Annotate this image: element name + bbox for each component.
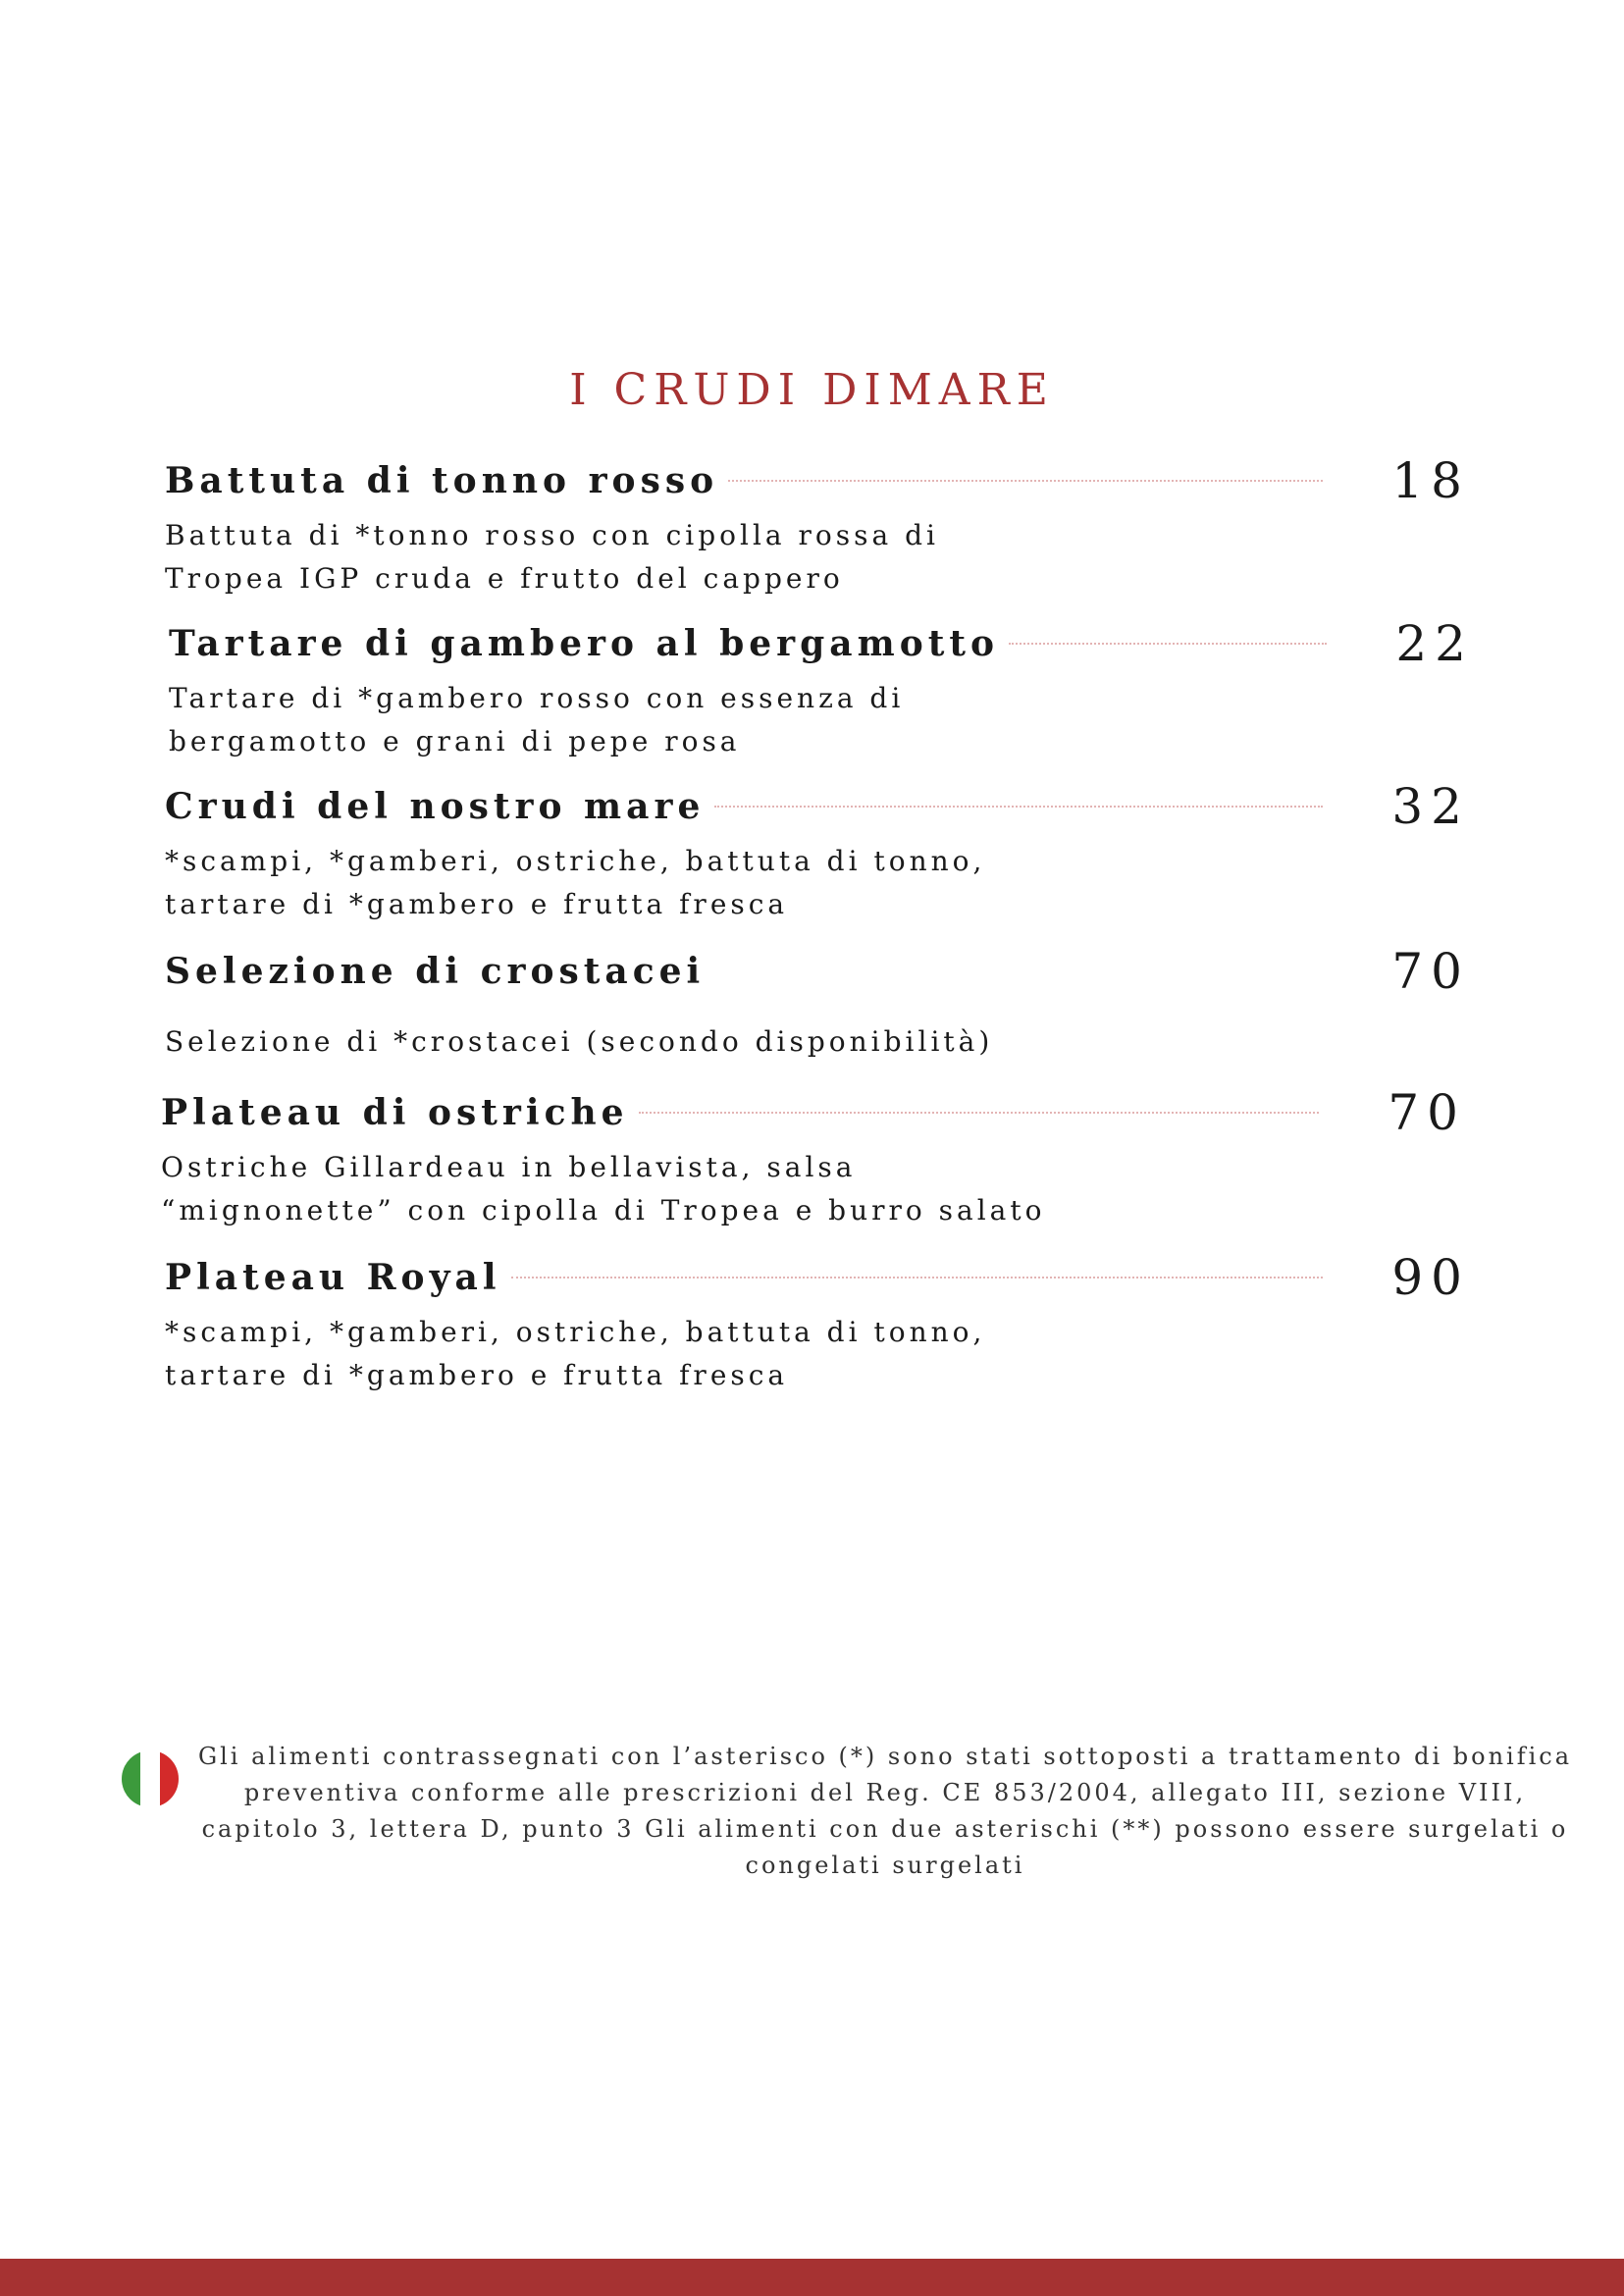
item-description: Ostriche Gillardeau in bellavista, salsa “mignonette” con cipolla di Tropea e burro salato bbox=[161, 1151, 1046, 1226]
item-name: Crudi del nostro mare bbox=[165, 786, 706, 827]
page-title: I CRUDI DIMARE bbox=[569, 365, 1055, 415]
item-price: 70 bbox=[1391, 943, 1470, 1000]
menu-item bbox=[165, 779, 1470, 926]
item-name: Battuta di tonno rosso bbox=[165, 460, 719, 501]
bottom-accent-bar bbox=[0, 2259, 1624, 2296]
italian-flag-icon bbox=[122, 1750, 179, 1807]
dotted-leader bbox=[1009, 643, 1327, 645]
item-description: *scampi, *gamberi, ostriche, battuta di tonno, tartare di *gambero e frutta fresca bbox=[165, 1316, 986, 1391]
menu-item bbox=[169, 616, 1474, 763]
item-price: 18 bbox=[1391, 452, 1470, 509]
item-price: 32 bbox=[1391, 778, 1470, 835]
dotted-leader bbox=[639, 1112, 1319, 1114]
item-description: *scampi, *gamberi, ostriche, battuta di tonno, tartare di *gambero e frutta fresca bbox=[165, 845, 986, 920]
item-description: Tartare di *gambero rosso con essenza di bergamotto e grani di pepe rosa bbox=[169, 682, 905, 757]
item-price: 70 bbox=[1388, 1084, 1466, 1141]
item-description: Battuta di *tonno rosso con cipolla rossa di Tropea IGP cruda e frutto del cappero bbox=[165, 519, 939, 595]
allergen-note bbox=[122, 1739, 1574, 1884]
dotted-leader bbox=[511, 1277, 1324, 1278]
dotted-leader bbox=[728, 480, 1323, 482]
menu-item bbox=[161, 1085, 1466, 1232]
dotted-leader bbox=[714, 806, 1323, 808]
menu-item bbox=[165, 1250, 1470, 1397]
item-name: Tartare di gambero al bergamotto bbox=[169, 623, 1000, 664]
item-name: Selezione di crostacei bbox=[165, 951, 706, 992]
item-description: Selezione di *crostacei (secondo disponibilità) bbox=[165, 1025, 994, 1058]
menu-item bbox=[165, 453, 1470, 600]
item-name: Plateau Royal bbox=[165, 1257, 501, 1298]
item-name: Plateau di ostriche bbox=[161, 1092, 629, 1133]
footer-note-text: Gli alimenti contrassegnati con l’asterisco (*) sono stati sottoposti a trattamento di bonifica preventiva conforme alle prescrizioni del Reg. CE 853/2004, allegato III, sezione VIII, capitolo 3, lettera D, punto 3 Gli alimenti con due asterischi (**) possono essere surgelati o congelati surgelati bbox=[197, 1743, 1573, 1879]
item-price: 22 bbox=[1395, 615, 1474, 672]
item-price: 90 bbox=[1391, 1249, 1470, 1306]
menu-item bbox=[165, 944, 1470, 1064]
